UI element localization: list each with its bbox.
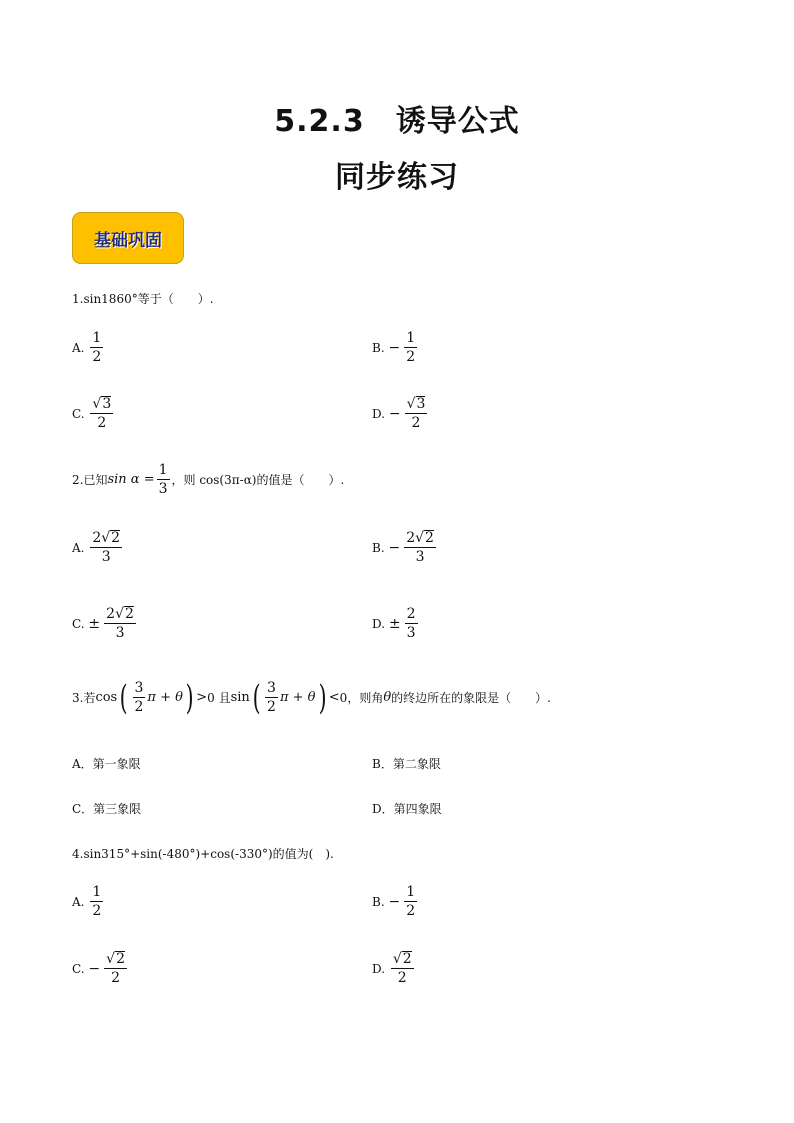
math-expression: sin α = <box>107 472 155 488</box>
sin-function: sin <box>230 690 250 706</box>
coefficient: 2 <box>406 530 416 546</box>
radicand: 2 <box>116 951 125 967</box>
numerator <box>90 530 122 548</box>
q3-option-d: D．第四象限 <box>372 802 442 816</box>
sign: ± <box>88 615 101 632</box>
option-label: A. <box>72 894 85 909</box>
greater-than: > <box>196 690 208 706</box>
denominator: 3 <box>115 625 125 642</box>
denominator: 2 <box>92 903 102 920</box>
fraction <box>104 951 127 986</box>
radicand: 2 <box>402 951 412 967</box>
q2-option-c <box>72 606 138 641</box>
sqrt: √ 2 <box>392 951 412 967</box>
sqrt: √ 3 <box>406 396 426 412</box>
sqrt: √ 2 <box>115 606 134 622</box>
sqrt: √ 2 <box>106 951 125 967</box>
denominator: 2 <box>411 415 421 432</box>
numerator: 1 <box>157 462 170 480</box>
question-3-suffix: ，则角 <box>347 691 384 706</box>
numerator <box>404 530 436 548</box>
sign: − <box>88 960 101 977</box>
math-expression: π + θ <box>147 690 183 706</box>
option-label: D. <box>372 406 386 421</box>
denominator: 2 <box>111 970 121 987</box>
numerator: 2 <box>405 606 418 624</box>
q2-option-a <box>72 530 124 565</box>
q4-option-b <box>372 884 419 919</box>
denominator: 2 <box>397 970 407 987</box>
option-label: A. <box>72 340 85 355</box>
fraction <box>405 396 428 431</box>
q3-option-c: C．第三象限 <box>72 802 142 816</box>
fraction <box>157 462 170 497</box>
right-paren: ) <box>185 677 194 718</box>
numerator <box>405 396 428 414</box>
math-expression: 0 且 <box>207 691 231 706</box>
question-4-text: 4.sin315°+sin(-480°)+cos(-330°)的值为( ). <box>72 847 334 861</box>
fraction <box>104 606 136 641</box>
math-expression: θ <box>383 690 392 706</box>
fraction <box>133 680 146 715</box>
radicand: 2 <box>425 530 434 546</box>
left-paren: ( <box>119 677 128 718</box>
option-label: C. <box>72 406 85 421</box>
question-2 <box>72 462 344 497</box>
numerator: 1 <box>404 884 417 902</box>
numerator: 3 <box>265 680 278 698</box>
fraction <box>265 680 278 715</box>
left-paren: ( <box>252 677 261 718</box>
sign: ± <box>388 615 401 632</box>
sign: − <box>388 405 401 422</box>
q1-option-b <box>372 330 419 365</box>
fraction <box>90 884 103 919</box>
radicand: 3 <box>416 396 426 412</box>
denominator: 2 <box>134 699 144 716</box>
fraction <box>90 530 122 565</box>
q3-option-a: A．第一象限 <box>72 757 141 771</box>
cos-function: cos <box>95 690 118 706</box>
coefficient: 2 <box>92 530 102 546</box>
q4-option-d <box>372 951 416 986</box>
q1-option-d <box>372 396 429 431</box>
denominator: 2 <box>406 349 416 366</box>
option-label: D. <box>372 616 386 631</box>
sqrt: √ 2 <box>415 530 434 546</box>
coefficient: 2 <box>106 606 116 622</box>
option-label: C. <box>72 961 85 976</box>
numerator: 1 <box>90 330 103 348</box>
radicand: 3 <box>102 396 112 412</box>
option-label: D. <box>372 961 386 976</box>
sign: − <box>388 339 401 356</box>
fraction <box>404 530 436 565</box>
question-3-suffix: 的终边所在的象限是（ ）. <box>391 691 551 706</box>
q2-option-d <box>372 606 420 641</box>
q4-option-c <box>72 951 129 986</box>
denominator: 3 <box>158 481 168 498</box>
page-subtitle: 同步练习 <box>335 160 459 195</box>
sqrt: √ 2 <box>101 530 121 546</box>
q4-option-a <box>72 884 105 919</box>
fraction <box>391 951 414 986</box>
question-1-text: 1.sin1860°等于（ ）. <box>72 292 214 306</box>
page-title: 5.2.3 诱导公式 <box>274 104 520 139</box>
fraction <box>404 884 417 919</box>
numerator <box>90 396 113 414</box>
numerator <box>391 951 414 969</box>
section-badge: 基础巩固 <box>72 212 184 264</box>
denominator: 3 <box>406 625 416 642</box>
question-3-prefix: 3.若 <box>72 691 96 706</box>
option-label: B. <box>372 540 385 555</box>
q1-option-a <box>72 330 105 365</box>
denominator: 2 <box>97 415 107 432</box>
sign: − <box>388 539 401 556</box>
denominator: 3 <box>415 549 425 566</box>
denominator: 3 <box>101 549 111 566</box>
denominator: 2 <box>92 349 102 366</box>
numerator <box>104 606 136 624</box>
q3-option-b: B．第二象限 <box>372 757 441 771</box>
question-2-prefix: 2.已知 <box>72 473 108 488</box>
option-label: B. <box>372 340 385 355</box>
option-label: A. <box>72 540 85 555</box>
math-expression: 0 <box>339 690 348 705</box>
question-2-suffix: ，则 cos(3π-α)的值是（ ）. <box>171 473 345 488</box>
fraction <box>405 606 418 641</box>
denominator: 2 <box>406 903 416 920</box>
sign: − <box>388 893 401 910</box>
numerator: 1 <box>90 884 103 902</box>
radicand: 2 <box>124 606 134 622</box>
fraction <box>90 330 103 365</box>
numerator: 1 <box>404 330 417 348</box>
question-4 <box>72 845 334 862</box>
denominator: 2 <box>267 699 276 716</box>
question-3 <box>72 677 551 718</box>
numerator <box>104 951 127 969</box>
sqrt: √ 3 <box>92 396 112 412</box>
math-expression: π + θ <box>279 690 316 706</box>
numerator: 3 <box>133 680 146 698</box>
q2-option-b <box>372 530 438 565</box>
radicand: 2 <box>111 530 121 546</box>
option-label: B. <box>372 894 385 909</box>
fraction <box>404 330 417 365</box>
right-paren: ) <box>318 677 327 718</box>
option-label: C. <box>72 616 85 631</box>
q1-option-c <box>72 396 115 431</box>
less-than: < <box>328 690 340 706</box>
fraction <box>90 396 113 431</box>
question-1 <box>72 290 214 307</box>
